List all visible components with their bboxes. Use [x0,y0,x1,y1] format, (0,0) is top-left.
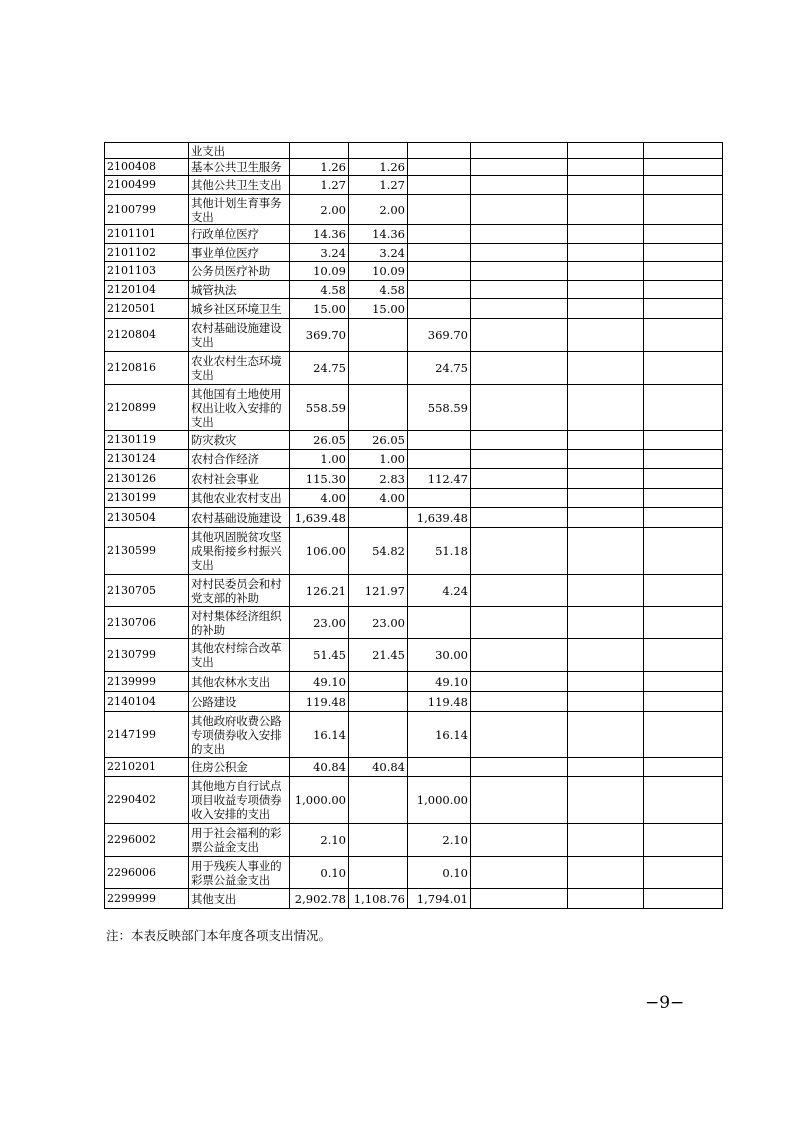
cell-empty [568,672,644,692]
cell-basic-expenditure: 3.24 [349,244,408,262]
cell-empty [568,385,644,431]
cell-item-name: 对村民委员会和村党支部的补助 [189,575,290,607]
cell-empty [568,450,644,469]
cell-empty [644,712,723,758]
cell-budget-code: 2100408 [105,159,189,176]
cell-budget-code: 2130126 [105,469,189,489]
cell-basic-expenditure [349,508,408,528]
cell-empty [644,575,723,607]
cell-budget-code: 2120816 [105,352,189,385]
cell-basic-expenditure [349,777,408,824]
cell-basic-expenditure [349,352,408,385]
cell-item-name: 其他国有土地使用权出让收入安排的支出 [189,385,290,431]
cell-basic-expenditure: 2.83 [349,469,408,489]
cell-basic-expenditure: 1,108.76 [349,889,408,909]
cell-project-expenditure [408,758,471,777]
cell-project-expenditure [408,607,471,639]
cell-empty [568,299,644,319]
cell-item-name: 公路建设 [189,692,290,712]
cell-project-expenditure: 2.10 [408,824,471,857]
table-row [105,777,723,824]
cell-empty [568,692,644,712]
cell-empty [644,431,723,450]
cell-project-expenditure [408,431,471,450]
cell-empty [644,607,723,639]
cell-project-expenditure: 30.00 [408,639,471,672]
table-row [105,758,723,777]
cell-project-expenditure [408,489,471,508]
cell-budget-code: 2100499 [105,176,189,195]
cell-item-name: 对村集体经济组织的补助 [189,607,290,639]
cell-empty [568,777,644,824]
cell-empty [471,575,568,607]
cell-total-amount: 26.05 [290,431,349,450]
cell-project-expenditure [408,262,471,281]
cell-budget-code: 2296002 [105,824,189,857]
table-body [105,143,723,909]
table-row [105,824,723,857]
cell-budget-code: 2100799 [105,195,189,225]
cell-empty [471,225,568,244]
cell-project-expenditure: 1,000.00 [408,777,471,824]
cell-budget-code: 2290402 [105,777,189,824]
cell-project-expenditure: 369.70 [408,319,471,352]
cell-empty [644,528,723,575]
cell-empty [471,489,568,508]
page-number: −9− [645,993,685,1013]
cell-empty [644,469,723,489]
cell-empty [644,639,723,672]
cell-empty [471,281,568,299]
table-row [105,889,723,909]
cell-project-expenditure: 558.59 [408,385,471,431]
cell-budget-code: 2130799 [105,639,189,672]
table-row [105,385,723,431]
cell-empty [568,857,644,889]
cell-empty [471,143,568,159]
cell-empty [471,431,568,450]
cell-empty [471,159,568,176]
cell-empty [644,299,723,319]
cell-total-amount: 126.21 [290,575,349,607]
cell-project-expenditure [408,195,471,225]
table-row [105,319,723,352]
cell-project-expenditure [408,450,471,469]
expenditure-table [104,142,723,909]
cell-item-name: 农业农村生态环境支出 [189,352,290,385]
cell-empty [471,712,568,758]
cell-empty [471,385,568,431]
cell-basic-expenditure: 26.05 [349,431,408,450]
cell-basic-expenditure [349,712,408,758]
cell-item-name: 城管执法 [189,281,290,299]
cell-budget-code: 2130119 [105,431,189,450]
cell-total-amount: 106.00 [290,528,349,575]
cell-empty [644,857,723,889]
cell-total-amount: 3.24 [290,244,349,262]
cell-project-expenditure [408,244,471,262]
cell-total-amount: 2.00 [290,195,349,225]
cell-total-amount: 1.27 [290,176,349,195]
cell-total-amount: 14.36 [290,225,349,244]
table-row [105,489,723,508]
table-row [105,143,723,159]
cell-item-name: 基本公共卫生服务 [189,159,290,176]
table-row [105,712,723,758]
cell-total-amount: 24.75 [290,352,349,385]
cell-project-expenditure [408,176,471,195]
cell-total-amount: 119.48 [290,692,349,712]
cell-total-amount: 4.00 [290,489,349,508]
cell-empty [644,692,723,712]
cell-basic-expenditure: 14.36 [349,225,408,244]
cell-empty [471,262,568,281]
cell-budget-code: 2130124 [105,450,189,469]
cell-project-expenditure: 1,639.48 [408,508,471,528]
cell-empty [471,889,568,909]
cell-budget-code: 2130706 [105,607,189,639]
cell-total-amount: 15.00 [290,299,349,319]
cell-empty [568,469,644,489]
cell-empty [568,528,644,575]
cell-total-amount: 369.70 [290,319,349,352]
cell-total-amount: 0.10 [290,857,349,889]
cell-project-expenditure: 24.75 [408,352,471,385]
cell-empty [471,508,568,528]
cell-budget-code: 2139999 [105,672,189,692]
cell-empty [644,262,723,281]
cell-item-name: 其他支出 [189,889,290,909]
cell-empty [568,281,644,299]
table-row [105,469,723,489]
cell-project-expenditure: 119.48 [408,692,471,712]
table-row [105,857,723,889]
table-row [105,607,723,639]
cell-empty [644,672,723,692]
cell-empty [471,469,568,489]
cell-budget-code: 2101103 [105,262,189,281]
cell-project-expenditure: 49.10 [408,672,471,692]
cell-basic-expenditure [349,319,408,352]
cell-item-name: 用于社会福利的彩票公益金支出 [189,824,290,857]
cell-project-expenditure: 51.18 [408,528,471,575]
cell-empty [471,758,568,777]
cell-empty [568,262,644,281]
table-row [105,262,723,281]
cell-empty [568,159,644,176]
cell-empty [568,431,644,450]
cell-basic-expenditure [349,143,408,159]
cell-basic-expenditure: 54.82 [349,528,408,575]
cell-item-name: 业支出 [189,143,290,159]
cell-project-expenditure [408,281,471,299]
cell-project-expenditure: 16.14 [408,712,471,758]
cell-budget-code: 2120501 [105,299,189,319]
table-row [105,528,723,575]
cell-empty [471,857,568,889]
cell-total-amount: 115.30 [290,469,349,489]
table-row [105,450,723,469]
cell-total-amount: 558.59 [290,385,349,431]
cell-budget-code: 2101102 [105,244,189,262]
cell-basic-expenditure: 21.45 [349,639,408,672]
cell-empty [471,528,568,575]
cell-basic-expenditure: 121.97 [349,575,408,607]
cell-budget-code: 2140104 [105,692,189,712]
cell-item-name: 其他政府收费公路专项债券收入安排的支出 [189,712,290,758]
cell-project-expenditure [408,143,471,159]
cell-empty [644,195,723,225]
table-row [105,672,723,692]
cell-budget-code: 2130504 [105,508,189,528]
cell-empty [471,672,568,692]
cell-empty [644,508,723,528]
cell-total-amount: 51.45 [290,639,349,672]
cell-budget-code: 2210201 [105,758,189,777]
cell-basic-expenditure [349,385,408,431]
cell-empty [568,889,644,909]
cell-item-name: 公务员医疗补助 [189,262,290,281]
cell-empty [568,758,644,777]
cell-basic-expenditure [349,672,408,692]
cell-item-name: 用于残疾人事业的彩票公益金支出 [189,857,290,889]
cell-basic-expenditure: 1.26 [349,159,408,176]
cell-empty [644,489,723,508]
cell-empty [644,143,723,159]
cell-project-expenditure [408,299,471,319]
cell-project-expenditure: 4.24 [408,575,471,607]
cell-total-amount: 2,902.78 [290,889,349,909]
cell-empty [644,889,723,909]
cell-empty [644,450,723,469]
cell-empty [568,639,644,672]
cell-total-amount: 10.09 [290,262,349,281]
cell-empty [471,176,568,195]
cell-item-name: 住房公积金 [189,758,290,777]
cell-project-expenditure: 1,794.01 [408,889,471,909]
cell-empty [644,244,723,262]
table-row [105,195,723,225]
cell-basic-expenditure: 10.09 [349,262,408,281]
cell-total-amount: 40.84 [290,758,349,777]
table-row [105,692,723,712]
table-row [105,431,723,450]
cell-empty [471,244,568,262]
cell-item-name: 其他农村综合改革支出 [189,639,290,672]
cell-budget-code [105,143,189,159]
cell-budget-code: 2130199 [105,489,189,508]
cell-total-amount: 4.58 [290,281,349,299]
cell-item-name: 农村合作经济 [189,450,290,469]
cell-empty [471,607,568,639]
cell-empty [568,143,644,159]
cell-empty [471,777,568,824]
cell-item-name: 其他计划生育事务支出 [189,195,290,225]
cell-empty [644,176,723,195]
cell-item-name: 事业单位医疗 [189,244,290,262]
cell-item-name: 其他公共卫生支出 [189,176,290,195]
cell-empty [568,712,644,758]
cell-empty [471,450,568,469]
cell-total-amount: 16.14 [290,712,349,758]
cell-total-amount: 1,639.48 [290,508,349,528]
cell-empty [644,281,723,299]
cell-item-name: 城乡社区环境卫生 [189,299,290,319]
cell-total-amount: 1.00 [290,450,349,469]
cell-total-amount: 2.10 [290,824,349,857]
cell-empty [568,489,644,508]
cell-empty [471,319,568,352]
cell-empty [644,758,723,777]
cell-basic-expenditure: 4.58 [349,281,408,299]
cell-empty [644,352,723,385]
cell-empty [644,225,723,244]
cell-empty [568,319,644,352]
cell-item-name: 行政单位医疗 [189,225,290,244]
table-row [105,639,723,672]
cell-project-expenditure: 112.47 [408,469,471,489]
cell-project-expenditure [408,225,471,244]
cell-empty [568,607,644,639]
cell-basic-expenditure: 2.00 [349,195,408,225]
cell-empty [644,159,723,176]
cell-project-expenditure [408,159,471,176]
table-row [105,159,723,176]
table-row [105,281,723,299]
cell-empty [644,824,723,857]
cell-empty [471,692,568,712]
cell-empty [471,824,568,857]
cell-item-name: 其他地方自行试点项目收益专项债券收入安排的支出 [189,777,290,824]
cell-empty [568,352,644,385]
cell-empty [471,352,568,385]
cell-empty [568,824,644,857]
table-row [105,225,723,244]
cell-budget-code: 2120804 [105,319,189,352]
cell-empty [568,176,644,195]
cell-basic-expenditure [349,824,408,857]
cell-basic-expenditure: 4.00 [349,489,408,508]
cell-empty [568,195,644,225]
cell-budget-code: 2101101 [105,225,189,244]
cell-empty [644,777,723,824]
cell-item-name: 防灾救灾 [189,431,290,450]
cell-total-amount: 1,000.00 [290,777,349,824]
table-row [105,352,723,385]
cell-empty [471,299,568,319]
cell-total-amount: 49.10 [290,672,349,692]
cell-budget-code: 2299999 [105,889,189,909]
cell-empty [644,385,723,431]
cell-item-name: 其他农林水支出 [189,672,290,692]
cell-budget-code: 2130599 [105,528,189,575]
cell-basic-expenditure: 23.00 [349,607,408,639]
cell-total-amount: 23.00 [290,607,349,639]
cell-budget-code: 2296006 [105,857,189,889]
cell-budget-code: 2130705 [105,575,189,607]
cell-budget-code: 2147199 [105,712,189,758]
table-row [105,575,723,607]
cell-item-name: 其他巩固脱贫攻坚成果衔接乡村振兴支出 [189,528,290,575]
cell-basic-expenditure: 15.00 [349,299,408,319]
cell-item-name: 农村社会事业 [189,469,290,489]
cell-project-expenditure: 0.10 [408,857,471,889]
table-note: 注：本表反映部门本年度各项支出情况。 [106,928,332,943]
cell-item-name: 农村基础设施建设 [189,508,290,528]
table-row [105,299,723,319]
cell-empty [568,575,644,607]
cell-item-name: 其他农业农村支出 [189,489,290,508]
cell-basic-expenditure [349,857,408,889]
cell-item-name: 农村基础设施建设支出 [189,319,290,352]
cell-empty [471,195,568,225]
cell-basic-expenditure: 40.84 [349,758,408,777]
cell-budget-code: 2120104 [105,281,189,299]
cell-empty [568,225,644,244]
cell-budget-code: 2120899 [105,385,189,431]
cell-empty [568,508,644,528]
cell-empty [568,244,644,262]
table-row [105,176,723,195]
table-row [105,508,723,528]
cell-basic-expenditure: 1.27 [349,176,408,195]
cell-basic-expenditure: 1.00 [349,450,408,469]
cell-basic-expenditure [349,692,408,712]
cell-empty [644,319,723,352]
cell-total-amount [290,143,349,159]
table-row [105,244,723,262]
cell-empty [471,639,568,672]
cell-total-amount: 1.26 [290,159,349,176]
